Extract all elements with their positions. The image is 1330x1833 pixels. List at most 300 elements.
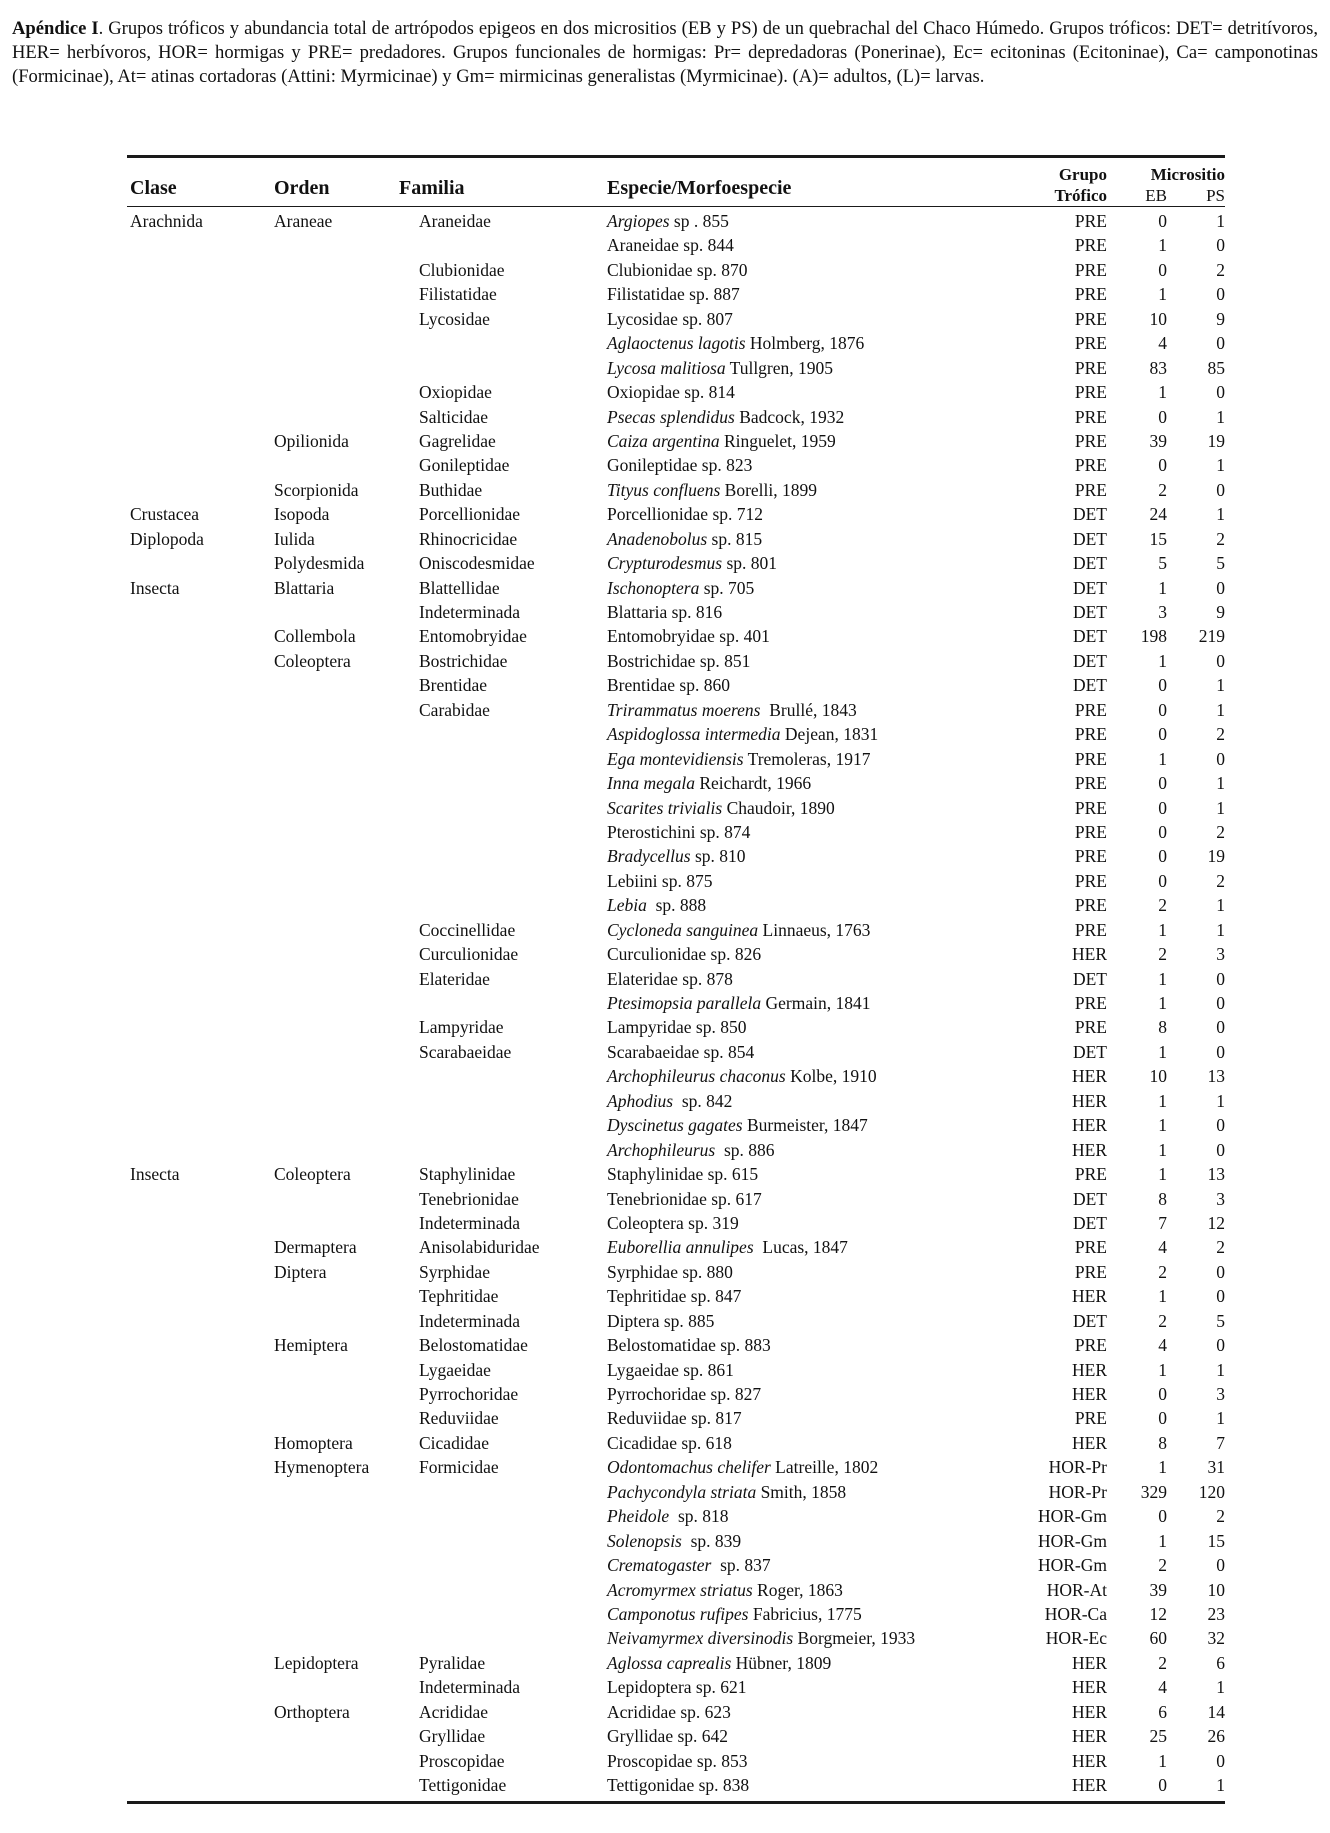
cell-eb: 1: [1158, 993, 1167, 1013]
species-table: [127, 155, 1225, 1804]
cell-orden: Iulida: [274, 528, 315, 549]
species-italic-name: Archophileurus: [607, 1139, 716, 1160]
species-authority: Syrphidae sp. 880: [607, 1261, 733, 1282]
cell-eb: 2: [1158, 944, 1167, 965]
species-authority: Staphylinidae sp. 615: [607, 1164, 759, 1185]
table-caption: [12, 17, 1318, 89]
cell-ps: 1: [1216, 1677, 1225, 1698]
cell-grupo-trofico: PRE: [1074, 797, 1107, 818]
cell-familia: Lampyridae: [419, 1017, 504, 1038]
cell-familia: Cicadidae: [419, 1432, 489, 1453]
header-ps: PS: [1206, 186, 1225, 205]
cell-eb: 15: [1149, 528, 1167, 549]
cell-especie: [607, 1064, 877, 1088]
cell-especie: [607, 1529, 741, 1553]
cell-ps: 3: [1216, 944, 1225, 965]
species-authority: Belostomatidae sp. 883: [607, 1335, 771, 1356]
cell-eb: 2: [1158, 1310, 1167, 1331]
cell-eb: 2: [1158, 1261, 1167, 1282]
header-orden: Orden: [274, 177, 330, 199]
cell-orden: Lepidoptera: [274, 1652, 359, 1673]
cell-grupo-trofico: PRE: [1074, 211, 1107, 231]
cell-especie: [607, 820, 750, 844]
cell-ps: 0: [1216, 1555, 1225, 1576]
table-row: [127, 624, 1225, 648]
cell-ps: 13: [1207, 1066, 1225, 1087]
cell-familia: Araneidae: [419, 211, 491, 231]
cell-eb: 1: [1158, 919, 1167, 940]
species-italic-name: Anadenobolus: [607, 528, 708, 549]
cell-especie: [607, 600, 722, 624]
species-italic-name: Cycloneda sanguinea: [607, 919, 759, 940]
cell-ps: 1: [1216, 1408, 1225, 1429]
cell-ps: 13: [1207, 1164, 1225, 1185]
cell-grupo-trofico: DET: [1072, 675, 1107, 696]
cell-familia: Pyrrochoridae: [419, 1384, 519, 1404]
species-authority: sp. 888: [646, 895, 707, 916]
cell-ps: 0: [1216, 284, 1225, 305]
cell-eb: 2: [1158, 1652, 1167, 1673]
species-authority: Gonileptidae sp. 823: [607, 455, 753, 476]
cell-orden: Collembola: [274, 626, 356, 647]
species-italic-name: Lebia: [607, 895, 647, 916]
table-row: [127, 209, 1225, 233]
cell-especie: [607, 1138, 775, 1162]
cell-orden: Polydesmida: [274, 553, 365, 574]
cell-familia: Brentidae: [419, 675, 488, 696]
cell-ps: 2: [1216, 821, 1225, 842]
cell-familia: Elateridae: [419, 968, 490, 989]
species-authority: Proscopidae sp. 853: [607, 1750, 748, 1771]
cell-familia: Staphylinidae: [419, 1164, 516, 1185]
species-authority: Lycosidae sp. 807: [607, 308, 733, 329]
caption-text: . Grupos tróficos y abundancia total de artrópodos epigeos en dos micrositios (EB y PS) de un quebrachal del Chaco Húmedo. Grupos tróficos: DET= detritívoros, HER= herbívoros, HOR= hormigas y PRE= predadores. Grupos funcionales de hormigas: Pr= depredadoras (Ponerinae), Ec= ecitoninas (Ecitoninae), Ca= camponotinas (Formicinae), At= atinas cortadoras (Attini: Myrmicinae) y Gm= mirmicinas generalistas (Myrmicinae). (A)= adultos, (L)= larvas.: [12, 18, 1318, 87]
cell-eb: 6: [1158, 1701, 1167, 1722]
table-row: [127, 1504, 1225, 1528]
cell-familia: Anisolabiduridae: [419, 1237, 540, 1258]
table-row: [127, 551, 1225, 575]
cell-ps: 0: [1216, 1017, 1225, 1038]
species-italic-name: Bradycellus: [607, 846, 691, 867]
species-authority: Clubionidae sp. 870: [607, 259, 748, 280]
cell-grupo-trofico: PRE: [1074, 284, 1107, 305]
cell-ps: 3: [1216, 1188, 1225, 1209]
table-row: [127, 453, 1225, 477]
cell-especie: [607, 1113, 868, 1137]
species-authority: Kolbe, 1910: [785, 1066, 877, 1087]
cell-familia: Tephritidae: [419, 1286, 499, 1307]
species-italic-name: Ischonoptera: [607, 577, 700, 598]
cell-eb: 1: [1158, 235, 1167, 256]
cell-eb: 0: [1158, 724, 1167, 745]
cell-grupo-trofico: HER: [1072, 1701, 1107, 1722]
table-row: [127, 942, 1225, 966]
cell-orden: Blattaria: [274, 577, 335, 598]
cell-grupo-trofico: HER: [1072, 1066, 1107, 1087]
cell-grupo-trofico: HOR-Ca: [1044, 1603, 1107, 1624]
cell-ps: 0: [1216, 1261, 1225, 1282]
table-row: [127, 502, 1225, 526]
cell-grupo-trofico: PRE: [1074, 724, 1107, 745]
table-row: [127, 796, 1225, 820]
species-authority: sp. 810: [690, 846, 746, 867]
species-authority: Brentidae sp. 860: [607, 675, 730, 696]
cell-familia: Salticidae: [419, 406, 489, 427]
cell-familia: Oniscodesmidae: [419, 553, 535, 574]
cell-grupo-trofico: DET: [1072, 528, 1107, 549]
cell-especie: [607, 282, 740, 306]
cell-ps: 0: [1216, 993, 1225, 1013]
cell-familia: Clubionidae: [419, 259, 505, 280]
cell-grupo-trofico: HER: [1072, 1750, 1107, 1771]
cell-grupo-trofico: DET: [1072, 1041, 1107, 1062]
species-italic-name: Acromyrmex striatus: [607, 1579, 753, 1600]
table-row: [127, 1113, 1225, 1137]
species-authority: Pyrrochoridae sp. 827: [607, 1384, 762, 1404]
cell-eb: 329: [1140, 1481, 1167, 1502]
cell-grupo-trofico: DET: [1072, 504, 1107, 525]
species-authority: sp. 839: [681, 1530, 742, 1551]
cell-orden: Orthoptera: [274, 1701, 350, 1722]
species-authority: Lygaeidae sp. 861: [607, 1359, 734, 1380]
cell-ps: 0: [1216, 479, 1225, 500]
cell-familia: Curculionidae: [419, 944, 519, 965]
cell-grupo-trofico: PRE: [1074, 1261, 1107, 1282]
cell-familia: Bostrichidae: [419, 650, 508, 671]
table-row: [127, 331, 1225, 355]
cell-familia: Belostomatidae: [419, 1335, 528, 1356]
cell-especie: [607, 893, 706, 917]
cell-grupo-trofico: HER: [1072, 1652, 1107, 1673]
cell-grupo-trofico: DET: [1072, 602, 1107, 622]
cell-eb: 1: [1158, 1359, 1167, 1380]
cell-ps: 0: [1216, 333, 1225, 354]
cell-eb: 0: [1158, 1506, 1167, 1527]
cell-ps: 0: [1216, 968, 1225, 989]
cell-ps: 2: [1216, 870, 1225, 891]
cell-ps: 1: [1216, 797, 1225, 818]
cell-especie: [607, 722, 878, 746]
cell-especie: [607, 747, 870, 771]
cell-grupo-trofico: HOR-At: [1046, 1579, 1107, 1600]
header-grupo-line1: Grupo: [1058, 165, 1107, 184]
species-authority: Tullgren, 1905: [725, 357, 834, 378]
cell-eb: 1: [1158, 1457, 1167, 1478]
cell-familia: Indeterminada: [419, 602, 521, 622]
table-row: [127, 1529, 1225, 1553]
species-authority: Smith, 1858: [756, 1481, 847, 1502]
cell-especie: [607, 258, 747, 282]
cell-grupo-trofico: HER: [1072, 1115, 1107, 1136]
cell-ps: 26: [1207, 1726, 1225, 1747]
species-authority: Dejean, 1831: [780, 724, 879, 745]
species-italic-name: Aglossa caprealis: [607, 1652, 732, 1673]
cell-familia: Indeterminada: [419, 1677, 521, 1698]
species-italic-name: Pheidole: [607, 1506, 670, 1527]
cell-clase: Crustacea: [130, 504, 199, 525]
species-italic-name: Caiza argentina: [607, 430, 720, 451]
species-italic-name: Inna megala: [607, 773, 695, 794]
table-row: [127, 233, 1225, 257]
table-row: [127, 1235, 1225, 1259]
species-authority: sp. 837: [711, 1555, 771, 1576]
cell-grupo-trofico: HER: [1072, 1286, 1107, 1307]
table-row: [127, 1089, 1225, 1113]
cell-grupo-trofico: PRE: [1074, 748, 1107, 769]
cell-eb: 12: [1149, 1603, 1167, 1624]
cell-grupo-trofico: DET: [1072, 553, 1107, 574]
cell-orden: Scorpionida: [274, 479, 359, 500]
table-row: [127, 1211, 1225, 1235]
species-authority: Fabricius, 1775: [748, 1603, 862, 1624]
species-authority: sp. 801: [722, 553, 777, 574]
cell-especie: [607, 918, 870, 942]
table-row: [127, 1382, 1225, 1406]
species-authority: Entomobryidae sp. 401: [607, 626, 770, 647]
cell-especie: [607, 1333, 771, 1357]
cell-especie: [607, 1211, 739, 1235]
table-row: [127, 1700, 1225, 1724]
species-italic-name: Aphodius: [607, 1090, 674, 1111]
species-authority: sp. 818: [669, 1506, 729, 1527]
cell-familia: Filistatidae: [419, 284, 497, 305]
cell-especie: [607, 1553, 771, 1577]
cell-ps: 0: [1216, 1286, 1225, 1307]
cell-eb: 1: [1158, 748, 1167, 769]
species-authority: Roger, 1863: [752, 1579, 843, 1600]
table-row: [127, 1358, 1225, 1382]
cell-eb: 0: [1158, 846, 1167, 867]
table-row: [127, 1724, 1225, 1748]
cell-orden: Hymenoptera: [274, 1457, 370, 1478]
table-row: [127, 722, 1225, 746]
species-italic-name: Aglaoctenus lagotis: [607, 333, 746, 354]
species-italic-name: Argiopes: [607, 211, 670, 231]
cell-orden: Araneae: [274, 211, 333, 231]
cell-grupo-trofico: PRE: [1074, 235, 1107, 256]
cell-grupo-trofico: PRE: [1074, 406, 1107, 427]
cell-familia: Indeterminada: [419, 1310, 521, 1331]
cell-eb: 0: [1158, 455, 1167, 476]
cell-grupo-trofico: HOR-Pr: [1048, 1481, 1107, 1502]
cell-familia: Buthidae: [419, 479, 483, 500]
cell-ps: 2: [1216, 1237, 1225, 1258]
cell-familia: Gryllidae: [419, 1726, 486, 1747]
table-row: [127, 747, 1225, 771]
species-italic-name: Trirammatus moerens: [607, 699, 761, 720]
cell-especie: [607, 796, 835, 820]
cell-eb: 0: [1158, 773, 1167, 794]
cell-eb: 60: [1149, 1628, 1167, 1649]
cell-especie: [607, 1749, 747, 1773]
cell-ps: 85: [1207, 357, 1225, 378]
species-authority: Pterostichini sp. 874: [607, 821, 751, 842]
cell-ps: 0: [1216, 235, 1225, 256]
cell-eb: 5: [1158, 553, 1167, 574]
species-authority: Lucas, 1847: [753, 1237, 848, 1258]
cell-grupo-trofico: HOR-Gm: [1037, 1530, 1107, 1551]
table-row: [127, 576, 1225, 600]
cell-grupo-trofico: HER: [1072, 944, 1107, 965]
cell-familia: Syrphidae: [419, 1261, 490, 1282]
cell-grupo-trofico: DET: [1072, 1188, 1107, 1209]
species-authority: Badcock, 1932: [734, 406, 845, 427]
cell-familia: Lygaeidae: [419, 1359, 491, 1380]
cell-ps: 1: [1216, 1359, 1225, 1380]
table-row: [127, 405, 1225, 429]
cell-especie: [607, 844, 746, 868]
species-authority: Lampyridae sp. 850: [607, 1017, 747, 1038]
cell-grupo-trofico: PRE: [1074, 846, 1107, 867]
species-authority: Linnaeus, 1763: [758, 919, 871, 940]
cell-familia: Reduviidae: [419, 1408, 499, 1429]
species-authority: sp. 842: [673, 1090, 733, 1111]
cell-especie: [607, 942, 761, 966]
species-authority: Filistatidae sp. 887: [607, 284, 740, 305]
cell-ps: 5: [1216, 1310, 1225, 1331]
species-authority: Borelli, 1899: [720, 479, 817, 500]
cell-especie: [607, 869, 712, 893]
species-authority: sp . 855: [669, 211, 729, 231]
cell-especie: [607, 1235, 848, 1259]
table-row: [127, 1260, 1225, 1284]
cell-especie: [607, 1089, 732, 1113]
cell-familia: Oxiopidae: [419, 382, 492, 403]
table-row: [127, 356, 1225, 380]
species-italic-name: Tityus confluens: [607, 479, 721, 500]
cell-grupo-trofico: PRE: [1074, 333, 1107, 354]
cell-grupo-trofico: PRE: [1074, 1237, 1107, 1258]
cell-eb: 0: [1158, 211, 1167, 231]
cell-especie: [607, 1480, 846, 1504]
cell-ps: 2: [1216, 528, 1225, 549]
species-italic-name: Euborellia annulipes: [607, 1237, 754, 1258]
species-italic-name: Crematogaster: [607, 1555, 712, 1576]
cell-eb: 2: [1158, 479, 1167, 500]
cell-especie: [607, 1406, 742, 1430]
cell-eb: 1: [1158, 1164, 1167, 1185]
species-authority: Acrididae sp. 623: [607, 1701, 731, 1722]
table-row: [127, 820, 1225, 844]
cell-grupo-trofico: HER: [1072, 1359, 1107, 1380]
species-authority: Cicadidae sp. 618: [607, 1432, 732, 1453]
header-micrositio: Micrositio: [1150, 165, 1225, 184]
cell-ps: 0: [1216, 1335, 1225, 1356]
species-authority: Araneidae sp. 844: [607, 235, 734, 256]
cell-especie: [607, 1675, 746, 1699]
cell-eb: 1: [1158, 577, 1167, 598]
species-authority: Chaudoir, 1890: [722, 797, 835, 818]
cell-grupo-trofico: PRE: [1074, 308, 1107, 329]
cell-ps: 5: [1216, 553, 1225, 574]
cell-ps: 1: [1216, 919, 1225, 940]
cell-especie: [607, 991, 870, 1015]
cell-familia: Proscopidae: [419, 1750, 505, 1771]
cell-especie: [607, 649, 750, 673]
cell-grupo-trofico: HER: [1072, 1090, 1107, 1111]
species-italic-name: Archophileurus chaconus: [607, 1066, 786, 1087]
species-italic-name: Psecas splendidus: [607, 406, 735, 427]
cell-especie: [607, 1724, 728, 1748]
cell-eb: 8: [1158, 1017, 1167, 1038]
cell-especie: [607, 1700, 731, 1724]
species-italic-name: Dyscinetus gagates: [607, 1115, 743, 1136]
species-authority: Brullé, 1843: [760, 699, 857, 720]
cell-grupo-trofico: HER: [1072, 1139, 1107, 1160]
species-authority: Hübner, 1809: [731, 1652, 832, 1673]
cell-especie: [607, 673, 730, 697]
cell-especie: [607, 1382, 761, 1406]
cell-familia: Gagrelidae: [419, 430, 496, 451]
species-italic-name: Neivamyrmex diversinodis: [607, 1628, 794, 1649]
cell-grupo-trofico: PRE: [1074, 919, 1107, 940]
cell-orden: Coleoptera: [274, 650, 351, 671]
cell-familia: Tenebrionidae: [419, 1188, 519, 1209]
cell-grupo-trofico: DET: [1072, 650, 1107, 671]
cell-especie: [607, 209, 729, 233]
cell-grupo-trofico: PRE: [1074, 1164, 1107, 1185]
cell-eb: 4: [1158, 333, 1167, 354]
species-authority: Diptera sp. 885: [607, 1310, 715, 1331]
cell-ps: 23: [1207, 1603, 1225, 1624]
cell-ps: 15: [1207, 1530, 1225, 1551]
cell-especie: [607, 1358, 734, 1382]
cell-grupo-trofico: PRE: [1074, 382, 1107, 403]
cell-eb: 0: [1158, 699, 1167, 720]
table-row: [127, 429, 1225, 453]
species-authority: Reduviidae sp. 817: [607, 1408, 742, 1429]
cell-eb: 39: [1149, 1579, 1167, 1600]
cell-eb: 0: [1158, 870, 1167, 891]
cell-grupo-trofico: PRE: [1074, 773, 1107, 794]
table-row: [127, 991, 1225, 1015]
cell-ps: 2: [1216, 259, 1225, 280]
table-row: [127, 1578, 1225, 1602]
cell-familia: Gonileptidae: [419, 455, 510, 476]
header-clase: Clase: [130, 177, 177, 199]
cell-eb: 1: [1158, 1139, 1167, 1160]
table-row: [127, 1455, 1225, 1479]
cell-grupo-trofico: PRE: [1074, 357, 1107, 378]
cell-ps: 0: [1216, 1750, 1225, 1771]
table-row: [127, 673, 1225, 697]
table-row: [127, 1749, 1225, 1773]
cell-familia: Indeterminada: [419, 1212, 521, 1233]
species-authority: Holmberg, 1876: [745, 333, 865, 354]
cell-familia: Carabidae: [419, 699, 490, 720]
cell-especie: [607, 1504, 729, 1528]
cell-especie: [607, 1455, 878, 1479]
cell-eb: 10: [1149, 308, 1167, 329]
cell-ps: 2: [1216, 724, 1225, 745]
species-authority: Latreille, 1802: [770, 1457, 879, 1478]
table-row: [127, 1626, 1225, 1650]
species-authority: Borgmeier, 1933: [793, 1628, 916, 1649]
cell-especie: [607, 1626, 915, 1650]
cell-especie: [607, 1015, 746, 1039]
species-italic-name: Lycosa malitiosa: [607, 357, 726, 378]
cell-ps: 19: [1207, 430, 1225, 451]
cell-familia: Coccinellidae: [419, 919, 516, 940]
cell-eb: 0: [1158, 1384, 1167, 1404]
table-row: [127, 1187, 1225, 1211]
cell-especie: [607, 1284, 741, 1308]
cell-clase: Insecta: [130, 577, 180, 598]
cell-ps: 0: [1216, 382, 1225, 403]
table-row: [127, 1602, 1225, 1626]
cell-grupo-trofico: HER: [1072, 1384, 1107, 1404]
header-eb: EB: [1145, 186, 1167, 205]
